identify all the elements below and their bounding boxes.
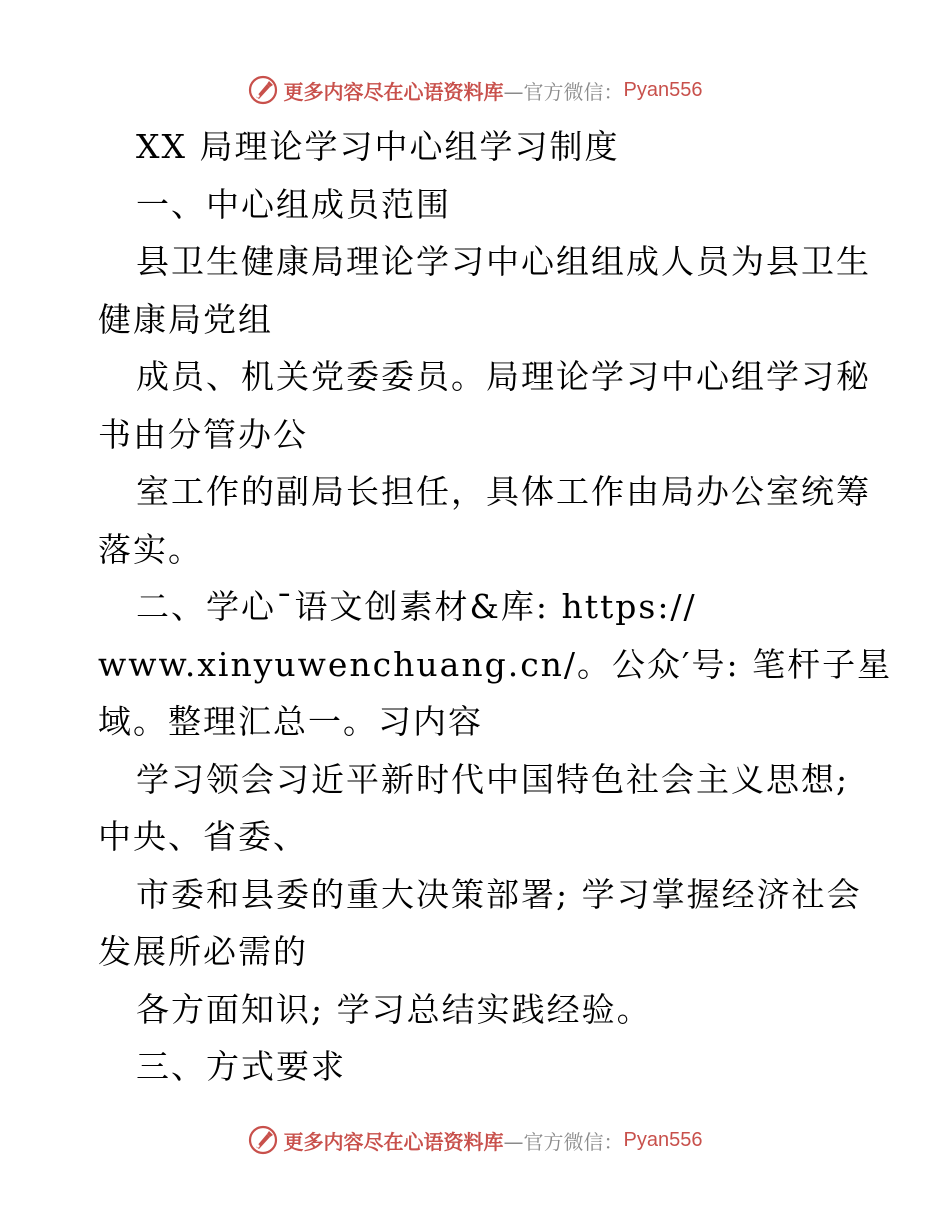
document-body [98,118,893,1096]
paragraph-line: 县卫生健康局理论学习中心组组成人员为县卫生 [136,242,871,281]
banner-dash-text: —官方微信： [503,79,624,104]
section-heading: 二、学心¯语文创素材&库: https:// [136,587,697,626]
banner-main-text: 更多内容尽在心语资料库 [283,79,504,104]
watermark-banner-top [0,70,950,110]
paragraph-line: www.xinyuwenchuang.cn/。公众′号: 笔杆子星 [98,644,893,684]
paragraph-line: 落实。 [98,529,203,569]
pen-circle-logo-icon [248,75,278,105]
paragraph-line: 室工作的副局长担任，具体工作由局办公室统筹 [136,472,871,511]
paragraph-line: 市委和县委的重大决策部署; 学习掌握经济社会 [136,874,862,914]
banner-dash-text: —官方微信： [503,1129,624,1154]
paragraph-line: 中央、省委、 [98,817,308,856]
pen-circle-logo-icon [248,1125,278,1155]
paragraph-line: 学习领会习近平新时代中国特色社会主义思想; [136,759,850,799]
banner-wechat-id: Pyan556 [623,1128,703,1151]
paragraph-line: 域。整理汇总一。习内容 [98,702,483,741]
paragraph-line: 健康局党组 [98,299,273,339]
watermark-banner-bottom [0,1120,950,1160]
paragraph-line: 各方面知识; 学习总结实践经验。 [136,989,652,1029]
paragraph-line: 书由分管办公 [98,414,308,454]
banner-main-text: 更多内容尽在心语资料库 [283,1129,504,1154]
banner-wechat-id: Pyan556 [623,78,703,101]
section-heading: 三、方式要求 [136,1047,346,1086]
paragraph-line: 成员、机关党委委员。局理论学习中心组学习秘 [136,357,871,396]
paragraph-line: 发展所必需的 [98,932,308,971]
document-title: XX 局理论学习中心组学习制度 [136,127,620,166]
section-heading: 一、中心组成员范围 [136,184,451,224]
